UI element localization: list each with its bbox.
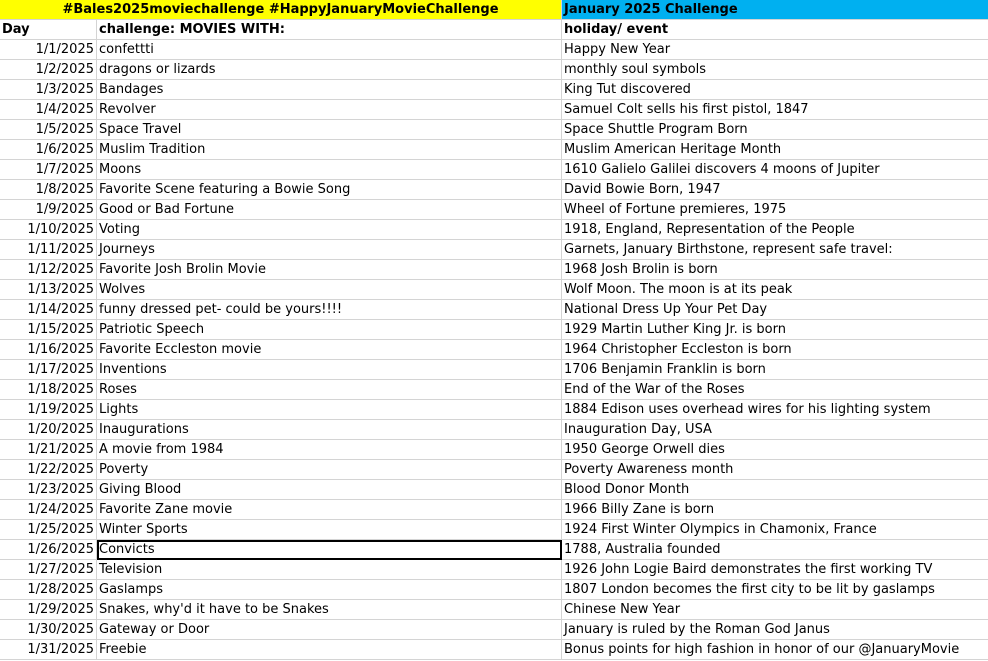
challenge-cell[interactable]: Space Travel	[97, 120, 562, 140]
table-row	[0, 140, 988, 160]
event-cell[interactable]: 1924 First Winter Olympics in Chamonix, France	[562, 520, 988, 540]
table-row	[0, 320, 988, 340]
challenge-cell[interactable]: Freebie	[97, 640, 562, 660]
table-row	[0, 520, 988, 540]
table-row	[0, 600, 988, 620]
event-cell[interactable]: 1929 Martin Luther King Jr. is born	[562, 320, 988, 340]
challenge-cell[interactable]: Voting	[97, 220, 562, 240]
table-row	[0, 640, 988, 660]
table-row	[0, 440, 988, 460]
title-hashtags-cell[interactable]: #Bales2025moviechallenge #HappyJanuaryMovieChallenge	[0, 0, 562, 20]
event-cell[interactable]: 1966 Billy Zane is born	[562, 500, 988, 520]
challenge-cell[interactable]: Good or Bad Fortune	[97, 200, 562, 220]
day-cell[interactable]: 1/30/2025	[0, 620, 97, 640]
table-row	[0, 240, 988, 260]
event-cell[interactable]: Space Shuttle Program Born	[562, 120, 988, 140]
table-row	[0, 420, 988, 440]
day-cell[interactable]: 1/24/2025	[0, 500, 97, 520]
event-cell[interactable]: monthly soul symbols	[562, 60, 988, 80]
table-row	[0, 60, 988, 80]
challenge-cell[interactable]: Favorite Zane movie	[97, 500, 562, 520]
day-cell[interactable]: 1/16/2025	[0, 340, 97, 360]
event-cell[interactable]: 1706 Benjamin Franklin is born	[562, 360, 988, 380]
day-cell[interactable]: 1/21/2025	[0, 440, 97, 460]
day-cell[interactable]: 1/19/2025	[0, 400, 97, 420]
challenge-cell[interactable]: Inventions	[97, 360, 562, 380]
challenge-cell[interactable]: Bandages	[97, 80, 562, 100]
event-cell[interactable]: 1807 London becomes the first city to be lit by gaslamps	[562, 580, 988, 600]
day-cell[interactable]: 1/18/2025	[0, 380, 97, 400]
day-cell[interactable]: 1/9/2025	[0, 200, 97, 220]
challenge-cell[interactable]: Television	[97, 560, 562, 580]
day-cell[interactable]: 1/22/2025	[0, 460, 97, 480]
event-cell[interactable]: End of the War of the Roses	[562, 380, 988, 400]
event-cell[interactable]: 1788, Australia founded	[562, 540, 988, 560]
challenge-cell[interactable]: A movie from 1984	[97, 440, 562, 460]
day-cell[interactable]: 1/8/2025	[0, 180, 97, 200]
table-row	[0, 460, 988, 480]
day-cell[interactable]: 1/20/2025	[0, 420, 97, 440]
event-cell[interactable]: King Tut discovered	[562, 80, 988, 100]
challenge-cell[interactable]: Snakes, why'd it have to be Snakes	[97, 600, 562, 620]
title-row	[0, 0, 988, 20]
table-row	[0, 480, 988, 500]
challenge-cell[interactable]: Gateway or Door	[97, 620, 562, 640]
day-cell[interactable]: 1/17/2025	[0, 360, 97, 380]
table-row	[0, 280, 988, 300]
challenge-cell[interactable]: Gaslamps	[97, 580, 562, 600]
table-row	[0, 180, 988, 200]
day-cell[interactable]: 1/29/2025	[0, 600, 97, 620]
challenge-cell[interactable]: Convicts	[97, 540, 562, 560]
event-cell[interactable]: Wolf Moon. The moon is at its peak	[562, 280, 988, 300]
event-cell[interactable]: 1926 John Logie Baird demonstrates the first working TV	[562, 560, 988, 580]
event-cell[interactable]: 1884 Edison uses overhead wires for his lighting system	[562, 400, 988, 420]
day-cell[interactable]: 1/31/2025	[0, 640, 97, 660]
table-row	[0, 540, 988, 560]
challenge-cell[interactable]: Muslim Tradition	[97, 140, 562, 160]
day-cell[interactable]: 1/28/2025	[0, 580, 97, 600]
event-cell[interactable]: National Dress Up Your Pet Day	[562, 300, 988, 320]
challenge-cell[interactable]: Lights	[97, 400, 562, 420]
day-cell[interactable]: 1/15/2025	[0, 320, 97, 340]
table-row	[0, 500, 988, 520]
day-cell[interactable]: 1/6/2025	[0, 140, 97, 160]
event-cell[interactable]: Poverty Awareness month	[562, 460, 988, 480]
event-cell[interactable]: Happy New Year	[562, 40, 988, 60]
table-row	[0, 300, 988, 320]
event-cell[interactable]: 1918, England, Representation of the People	[562, 220, 988, 240]
day-cell[interactable]: 1/2/2025	[0, 60, 97, 80]
challenge-cell[interactable]: confettti	[97, 40, 562, 60]
event-cell[interactable]: 1950 George Orwell dies	[562, 440, 988, 460]
header-day-cell[interactable]: Day	[0, 20, 97, 40]
event-cell[interactable]: January is ruled by the Roman God Janus	[562, 620, 988, 640]
challenge-cell[interactable]: Favorite Scene featuring a Bowie Song	[97, 180, 562, 200]
challenge-cell[interactable]: Wolves	[97, 280, 562, 300]
title-challenge-cell[interactable]: January 2025 Challenge	[562, 0, 988, 20]
table-row	[0, 340, 988, 360]
table-row	[0, 120, 988, 140]
day-cell[interactable]: 1/3/2025	[0, 80, 97, 100]
day-cell[interactable]: 1/5/2025	[0, 120, 97, 140]
day-cell[interactable]: 1/25/2025	[0, 520, 97, 540]
day-cell[interactable]: 1/26/2025	[0, 540, 97, 560]
day-cell[interactable]: 1/27/2025	[0, 560, 97, 580]
day-cell[interactable]: 1/10/2025	[0, 220, 97, 240]
challenge-cell[interactable]: Revolver	[97, 100, 562, 120]
challenge-cell[interactable]: Poverty	[97, 460, 562, 480]
table-row	[0, 360, 988, 380]
event-cell[interactable]: Garnets, January Birthstone, represent safe travel:	[562, 240, 988, 260]
day-cell[interactable]: 1/12/2025	[0, 260, 97, 280]
event-cell[interactable]: Chinese New Year	[562, 600, 988, 620]
challenge-cell[interactable]: Favorite Josh Brolin Movie	[97, 260, 562, 280]
table-row	[0, 220, 988, 240]
day-cell[interactable]: 1/14/2025	[0, 300, 97, 320]
challenge-cell[interactable]: Patriotic Speech	[97, 320, 562, 340]
table-row	[0, 380, 988, 400]
table-row	[0, 560, 988, 580]
event-cell[interactable]: Wheel of Fortune premieres, 1975	[562, 200, 988, 220]
event-cell[interactable]: 1968 Josh Brolin is born	[562, 260, 988, 280]
table-row	[0, 40, 988, 60]
table-row	[0, 200, 988, 220]
header-row	[0, 20, 988, 40]
event-cell[interactable]: Samuel Colt sells his first pistol, 1847	[562, 100, 988, 120]
challenge-cell[interactable]: funny dressed pet- could be yours!!!!	[97, 300, 562, 320]
event-cell[interactable]: 1964 Christopher Eccleston is born	[562, 340, 988, 360]
table-row	[0, 580, 988, 600]
table-row	[0, 620, 988, 640]
event-cell[interactable]: David Bowie Born, 1947	[562, 180, 988, 200]
event-cell[interactable]: Blood Donor Month	[562, 480, 988, 500]
event-cell[interactable]: Muslim American Heritage Month	[562, 140, 988, 160]
day-cell[interactable]: 1/13/2025	[0, 280, 97, 300]
table-row	[0, 100, 988, 120]
header-challenge-cell[interactable]: challenge: MOVIES WITH:	[97, 20, 562, 40]
header-event-cell[interactable]: holiday/ event	[562, 20, 988, 40]
challenge-cell[interactable]: dragons or lizards	[97, 60, 562, 80]
event-cell[interactable]: Bonus points for high fashion in honor of our @JanuaryMovie	[562, 640, 988, 660]
table-row	[0, 80, 988, 100]
day-cell[interactable]: 1/11/2025	[0, 240, 97, 260]
challenge-cell[interactable]: Journeys	[97, 240, 562, 260]
table-row	[0, 160, 988, 180]
challenge-cell[interactable]: Winter Sports	[97, 520, 562, 540]
challenge-cell[interactable]: Giving Blood	[97, 480, 562, 500]
table-row	[0, 400, 988, 420]
event-cell[interactable]: 1610 Galielo Galilei discovers 4 moons of Jupiter	[562, 160, 988, 180]
day-cell[interactable]: 1/4/2025	[0, 100, 97, 120]
day-cell[interactable]: 1/1/2025	[0, 40, 97, 60]
day-cell[interactable]: 1/7/2025	[0, 160, 97, 180]
challenge-cell[interactable]: Moons	[97, 160, 562, 180]
event-cell[interactable]: Inauguration Day, USA	[562, 420, 988, 440]
table-row	[0, 260, 988, 280]
challenge-cell[interactable]: Roses	[97, 380, 562, 400]
day-cell[interactable]: 1/23/2025	[0, 480, 97, 500]
challenge-cell[interactable]: Favorite Eccleston movie	[97, 340, 562, 360]
challenge-cell[interactable]: Inaugurations	[97, 420, 562, 440]
